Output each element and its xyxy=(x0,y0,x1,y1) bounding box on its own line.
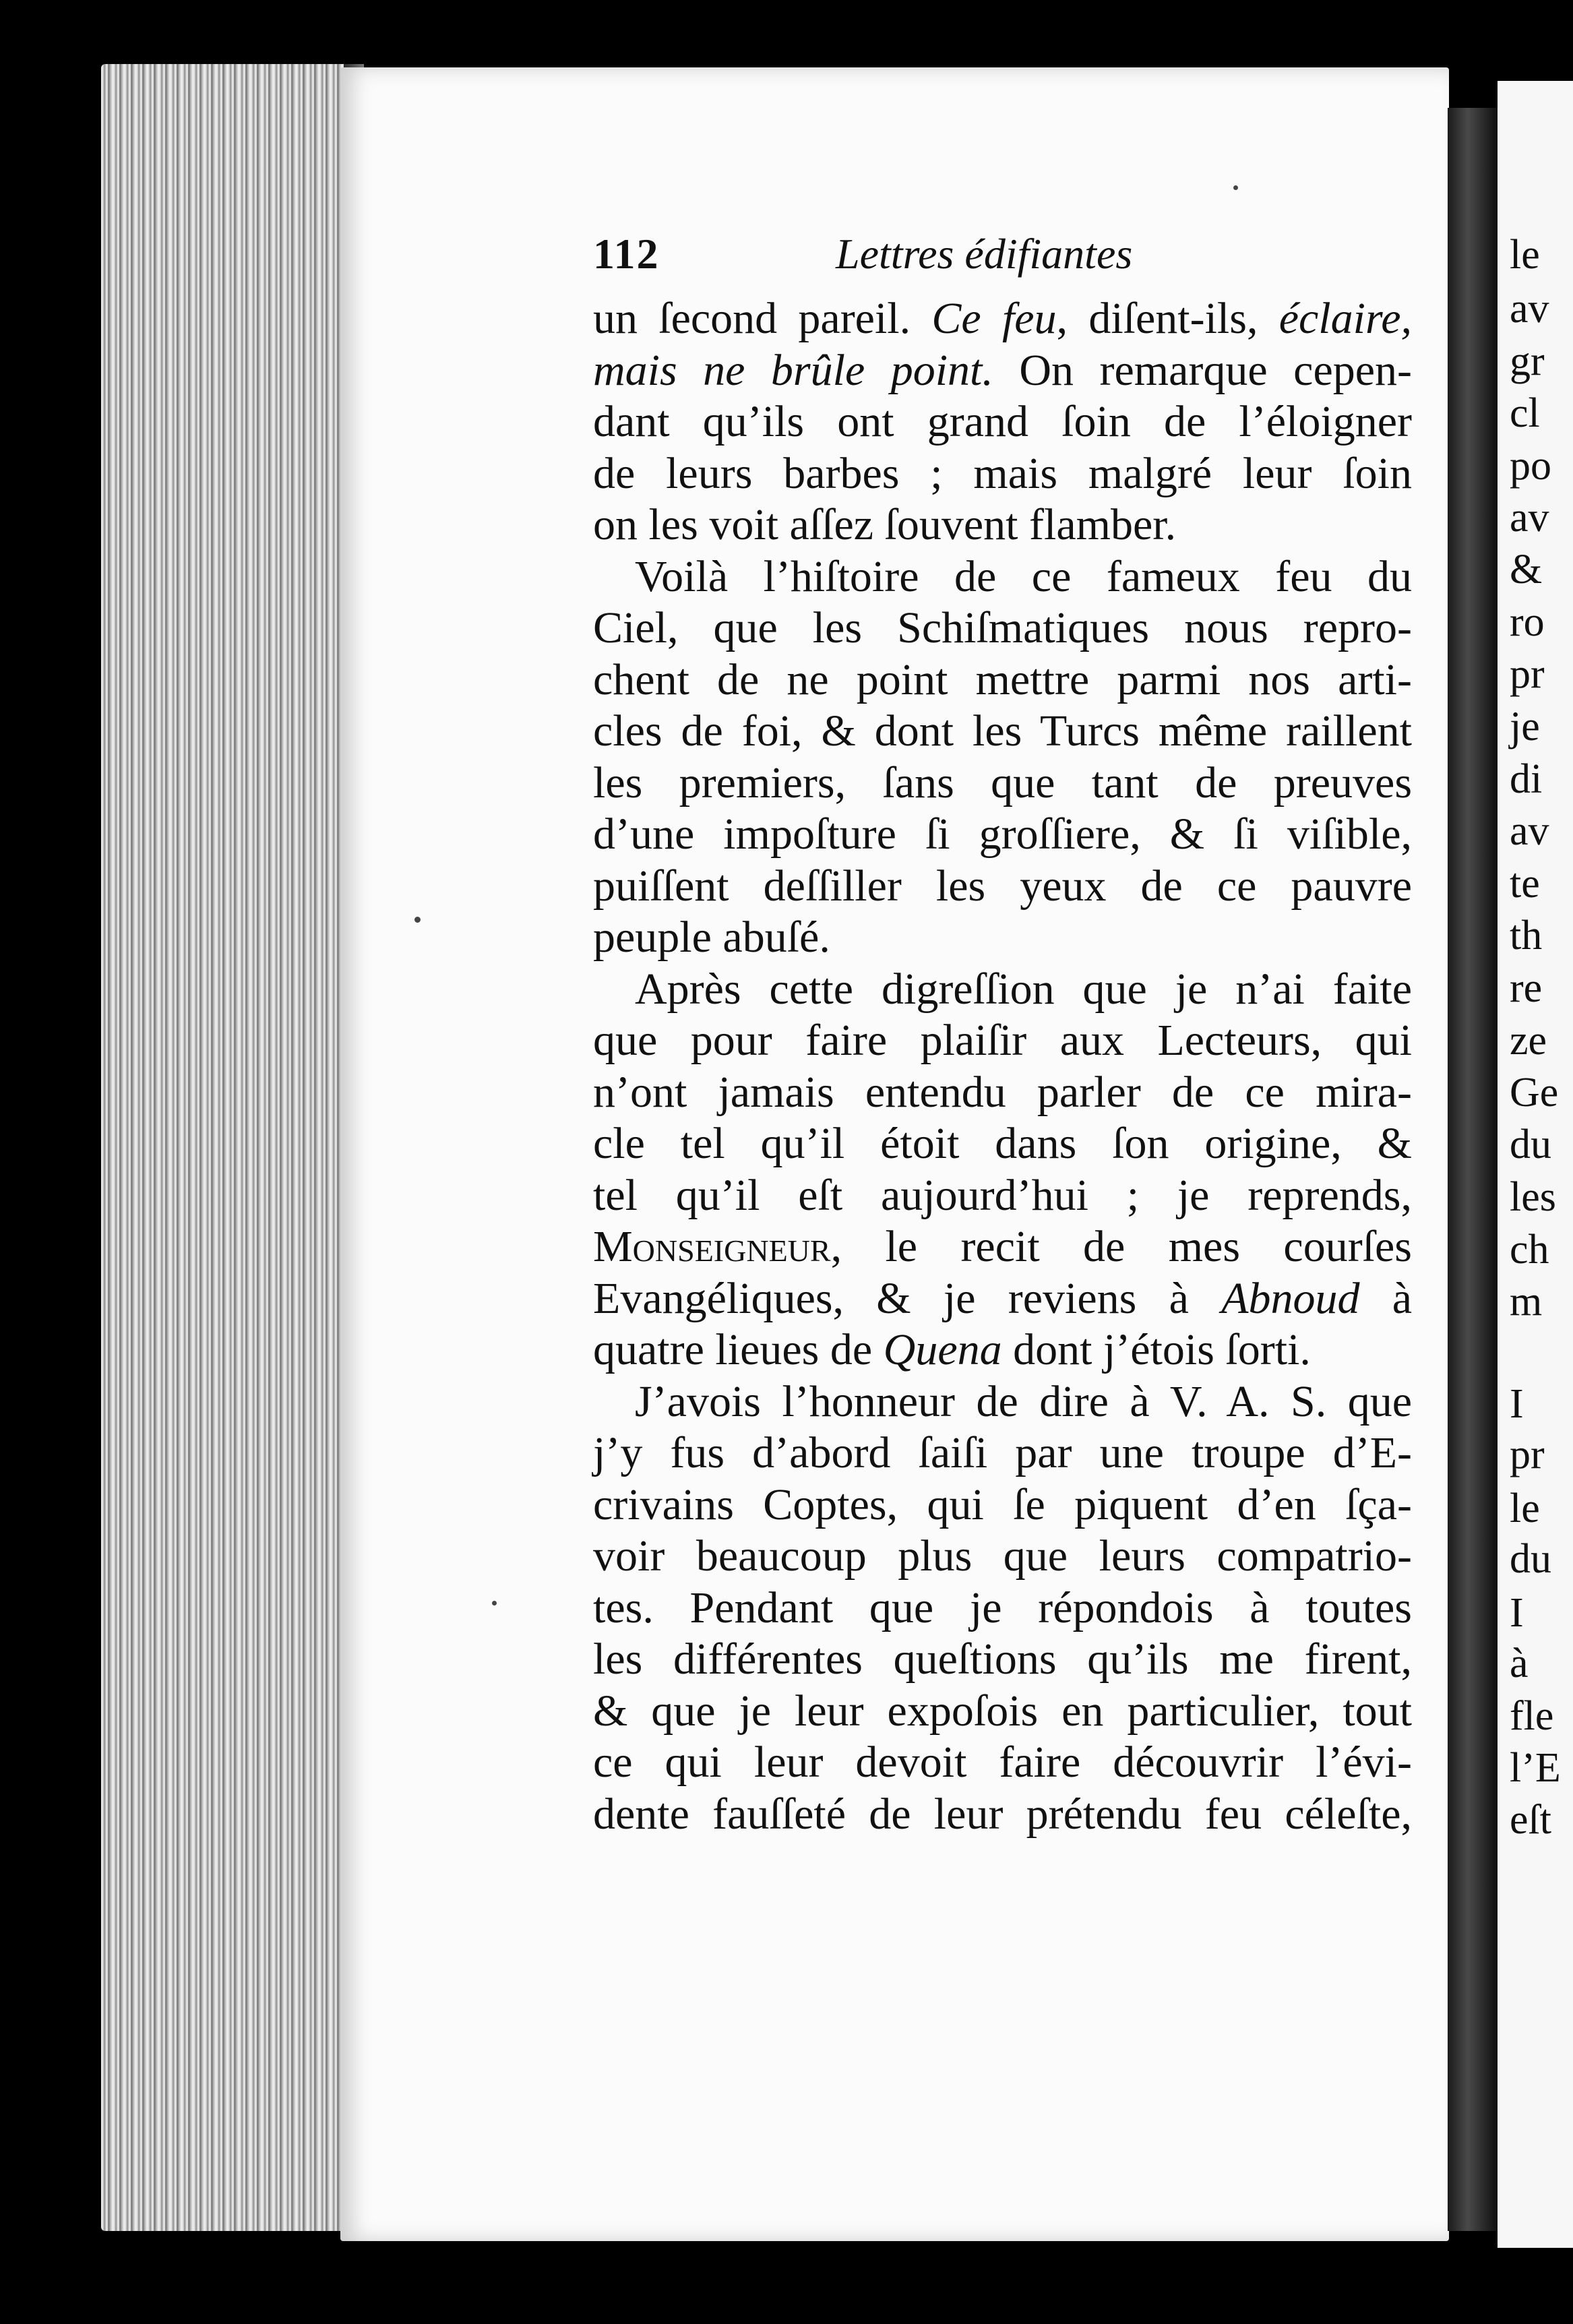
facing-text-fragment: I xyxy=(1510,1590,1524,1636)
text-line xyxy=(593,1479,1412,1531)
text-run: , diſent-ils, xyxy=(1056,294,1279,343)
text-run: les premiers, ſans que tant de preuves xyxy=(593,758,1412,807)
text-run: dont j’étois ſorti. xyxy=(1001,1325,1311,1374)
text-run: éclaire, xyxy=(1278,294,1412,343)
text-line xyxy=(593,448,1412,500)
book-page-edges xyxy=(101,64,364,2231)
text-line xyxy=(593,1583,1412,1634)
text-line xyxy=(593,1789,1412,1841)
facing-text-fragment: eſt xyxy=(1510,1797,1551,1843)
text-run: crivains Coptes, qui ſe piquent d’en ſça- xyxy=(593,1479,1412,1529)
text-run: dant qu’ils ont grand ſoin de l’éloigner xyxy=(593,397,1412,446)
text-run: tel qu’il eſt aujourd’hui ; je reprends, xyxy=(593,1170,1412,1220)
facing-text-fragment: gr xyxy=(1510,338,1545,384)
text-line xyxy=(593,1221,1412,1273)
text-line xyxy=(593,1118,1412,1170)
paper-speck xyxy=(492,1601,497,1606)
text-line xyxy=(593,1428,1412,1479)
running-head xyxy=(593,229,1159,290)
facing-text-fragment: th xyxy=(1510,913,1543,958)
facing-text-fragment: po xyxy=(1510,443,1551,489)
text-run: chent de ne point mettre parmi nos arti- xyxy=(593,654,1412,704)
text-line xyxy=(593,861,1412,913)
facing-text-fragment: du xyxy=(1510,1122,1551,1167)
facing-text-fragment: m xyxy=(1510,1279,1543,1324)
text-run: Après cette digreſſion que je n’ai faite xyxy=(635,964,1412,1014)
facing-page-fragment xyxy=(1498,81,1573,2248)
text-run: Ciel, que les Schiſmatiques nous repro- xyxy=(593,603,1412,652)
facing-text-fragment: re xyxy=(1510,965,1543,1011)
text-line xyxy=(593,1686,1412,1738)
text-line xyxy=(593,1737,1412,1789)
facing-text-fragment: à xyxy=(1510,1641,1529,1686)
text-line xyxy=(593,603,1412,654)
text-run: cles de foi, & dont les Turcs même raillent xyxy=(593,706,1412,756)
text-line xyxy=(593,1015,1412,1067)
facing-text-fragment: av xyxy=(1510,495,1549,541)
text-run: On remarque cepen- xyxy=(993,345,1413,395)
facing-text-fragment: pr xyxy=(1510,651,1545,697)
text-run: d’une impoſture ſi groſſiere, & ſi viſible, xyxy=(593,809,1412,859)
facing-text-fragment: av xyxy=(1510,286,1549,332)
text-line xyxy=(593,1634,1412,1686)
text-run: Abnoud xyxy=(1221,1273,1360,1323)
text-run: un ſecond pareil. xyxy=(593,294,932,343)
text-line xyxy=(593,1376,1412,1428)
paper-speck xyxy=(1233,185,1238,190)
text-line xyxy=(593,758,1412,809)
text-run: n’ont jamais entendu parler de ce mira- xyxy=(593,1067,1412,1117)
text-line xyxy=(593,1273,1412,1325)
facing-text-fragment: I xyxy=(1510,1381,1524,1427)
text-line xyxy=(593,345,1412,397)
text-line xyxy=(593,499,1412,551)
text-line xyxy=(593,1067,1412,1119)
text-line xyxy=(593,551,1412,603)
text-line xyxy=(593,912,1412,964)
running-title: Lettres édifiantes xyxy=(836,230,1133,278)
text-run: que pour faire plaiſir aux Lecteurs, qui xyxy=(593,1016,1412,1065)
facing-text-fragment: & xyxy=(1510,547,1543,592)
text-run: puiſſent deſſiller les yeux de ce pauvre xyxy=(593,861,1412,911)
text-run: Monseigneur xyxy=(593,1222,831,1271)
text-run: & que je leur expoſois en particulier, tout xyxy=(593,1686,1412,1736)
text-line xyxy=(593,396,1412,448)
book-gutter xyxy=(1448,108,1498,2231)
text-run: Voilà l’hiſtoire de ce fameux feu du xyxy=(635,551,1412,601)
page-number: 112 xyxy=(593,230,660,278)
text-line xyxy=(593,1531,1412,1583)
text-run: ce qui leur devoit faire découvrir l’évi- xyxy=(593,1738,1412,1787)
facing-text-fragment: fle xyxy=(1510,1693,1554,1739)
facing-text-fragment: ch xyxy=(1510,1227,1549,1273)
facing-text-fragment: le xyxy=(1510,232,1540,278)
text-line xyxy=(593,654,1412,706)
facing-text-fragment: av xyxy=(1510,808,1549,854)
facing-text-fragment: di xyxy=(1510,756,1543,802)
text-run: voir beaucoup plus que leurs compatrio- xyxy=(593,1531,1412,1581)
text-run: J’avois l’honneur de dire à V. A. S. que xyxy=(635,1376,1412,1426)
text-run: Ce feu xyxy=(931,294,1057,343)
facing-text-fragment: l’E xyxy=(1510,1745,1561,1791)
text-line xyxy=(593,706,1412,758)
text-run: , le recit de mes courſes xyxy=(830,1222,1412,1271)
text-line xyxy=(593,1170,1412,1222)
body-text xyxy=(593,293,1412,1840)
text-run: dente fauſſeté de leur prétendu feu céleſte, xyxy=(593,1789,1412,1839)
facing-text-fragment: je xyxy=(1510,704,1540,750)
facing-text-fragment: les xyxy=(1510,1174,1556,1220)
text-line xyxy=(593,809,1412,861)
text-run: de leurs barbes ; mais malgré leur ſoin xyxy=(593,448,1412,498)
text-run: mais ne brûle point. xyxy=(593,345,993,395)
text-run: à xyxy=(1359,1273,1413,1323)
text-run: j’y fus d’abord ſaiſi par une troupe d’E- xyxy=(593,1428,1412,1477)
text-run: peuple abuſé. xyxy=(593,913,830,962)
facing-text-fragment: le xyxy=(1510,1486,1540,1531)
text-run: Evangéliques, & je reviens à xyxy=(593,1273,1222,1323)
facing-text-fragment: ze xyxy=(1510,1018,1547,1064)
text-run: quatre lieues de xyxy=(593,1325,884,1374)
facing-text-fragment: ro xyxy=(1510,599,1545,645)
text-run: Quena xyxy=(883,1325,1002,1374)
text-line xyxy=(593,1324,1412,1376)
text-run: tes. Pendant que je répondois à toutes xyxy=(593,1583,1412,1632)
facing-text-fragment: te xyxy=(1510,861,1540,907)
text-line xyxy=(593,293,1412,345)
facing-text-fragment: Ge xyxy=(1510,1070,1559,1115)
facing-text-fragment: du xyxy=(1510,1536,1551,1582)
text-line xyxy=(593,964,1412,1016)
text-run: on les voit aſſez ſouvent flamber. xyxy=(593,500,1177,549)
text-run: les différentes queſtions qu’ils me firent, xyxy=(593,1634,1412,1684)
facing-text-fragment: cl xyxy=(1510,390,1540,436)
facing-text-fragment: pr xyxy=(1510,1432,1545,1477)
text-run: cle tel qu’il étoit dans ſon origine, & xyxy=(593,1119,1412,1168)
paper-speck xyxy=(414,917,421,923)
